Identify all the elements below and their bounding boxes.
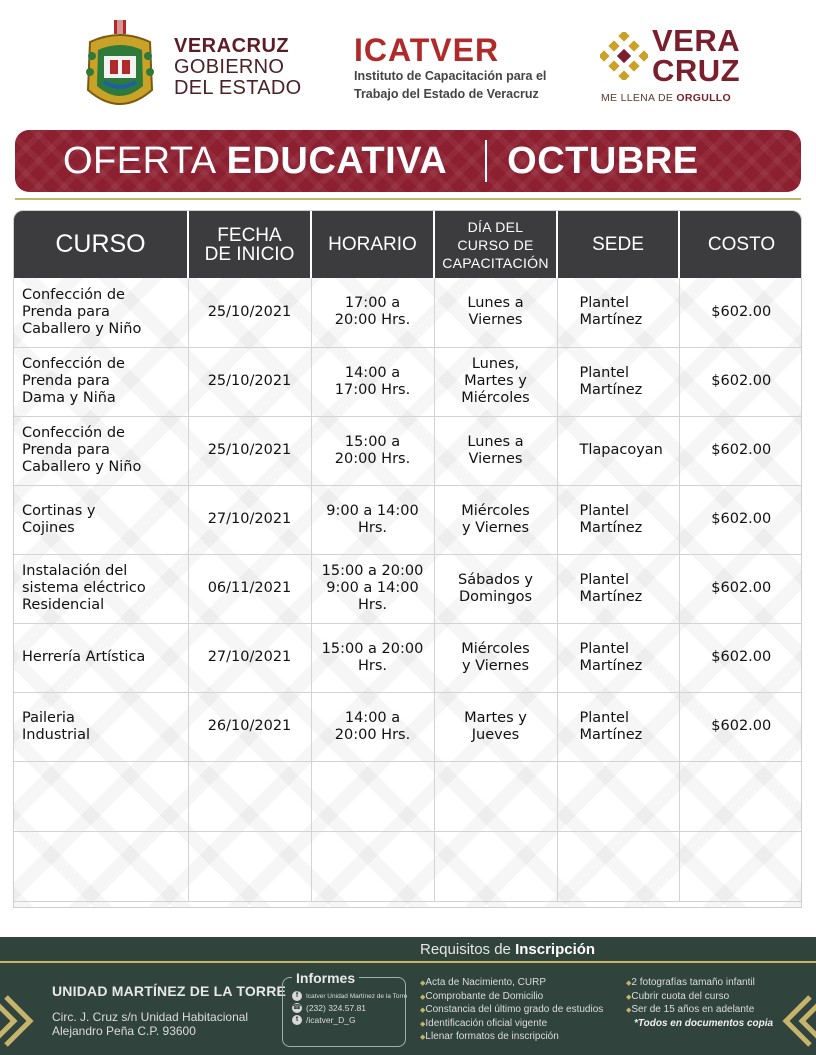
cell-sede-line: Tlapacoyan — [579, 442, 663, 458]
cell-sede — [557, 623, 679, 692]
cell-dia-line: Miércoles — [461, 502, 530, 519]
cell-dia-line: Sábados y — [458, 571, 533, 588]
cell-costo-line: $602.00 — [711, 373, 772, 389]
gobierno-line-1: VERACRUZ — [174, 35, 290, 57]
veracruz-wordmark — [652, 23, 741, 88]
cell-curso-line: Paileria — [22, 709, 75, 726]
cell-curso-line: Cortinas y — [22, 502, 96, 519]
courses-table — [14, 211, 802, 902]
cell-costo — [679, 278, 802, 347]
cell-curso-line: Residencial — [22, 597, 105, 613]
cell-dia — [434, 278, 557, 347]
banner-month: OCTUBRE — [507, 139, 699, 182]
cell-curso — [14, 416, 188, 485]
cell-curso-line: Caballero y Niño — [22, 320, 142, 337]
cell-dia — [434, 485, 557, 554]
icatver-subtitle-1: Instituto de Capacitación para el — [354, 69, 547, 83]
empty-row — [14, 761, 802, 831]
cell-fecha-line: 06/11/2021 — [207, 580, 292, 596]
cell-costo — [679, 485, 802, 554]
footer-gold-bar — [0, 961, 816, 963]
cell-costo-line: $602.00 — [711, 511, 772, 527]
twitter-icon: t — [292, 1015, 302, 1025]
cell-dia — [434, 623, 557, 692]
cell-fecha — [188, 347, 311, 416]
veracruz-wordmark-line-2: CRUZ — [652, 53, 741, 88]
cell-fecha-line: 27/10/2021 — [207, 511, 292, 527]
cell-sede — [557, 554, 679, 623]
cell-fecha — [188, 278, 311, 347]
cell-horario-line: 14:00 a — [344, 709, 401, 726]
veracruz-tagline — [601, 92, 731, 104]
cell-dia — [434, 692, 557, 761]
cell-costo-line: $602.00 — [711, 442, 772, 458]
table-row — [14, 554, 802, 623]
empty-row — [14, 831, 802, 901]
cell-horario-line: 15:00 a 20:00 — [321, 640, 424, 657]
cell-dia-line: Jueves — [471, 726, 520, 743]
header-sede: SEDE — [557, 211, 679, 278]
cell-fecha-line: 26/10/2021 — [207, 718, 292, 734]
tagline-light: ME LLENA DE — [601, 92, 677, 104]
cell-sede-line: Plantel — [579, 709, 629, 726]
cell-costo — [679, 554, 802, 623]
requisito-item: ◆ Ser de 15 años en adelante — [626, 1004, 773, 1018]
cell-curso — [14, 623, 188, 692]
cell-curso-line: Caballero y Niño — [22, 459, 142, 475]
phone-text: (232) 324.57.81 — [306, 1003, 367, 1013]
cell-dia-line: Miércoles — [461, 640, 530, 657]
header-horario: HORARIO — [311, 211, 434, 278]
cell-curso — [14, 554, 188, 623]
gobierno-line-2: GOBIERNO — [174, 56, 285, 78]
banner-educativa: EDUCATIVA — [226, 139, 448, 182]
address-line-1: Circ. J. Cruz s/n Unidad Habitacional — [52, 1010, 249, 1024]
cell-fecha — [188, 692, 311, 761]
table-row — [14, 278, 802, 347]
cell-horario-line: 9:00 a 14:00 — [326, 502, 419, 519]
cell-sede — [557, 416, 679, 485]
cell-dia — [434, 554, 557, 623]
cell-dia-line: Lunes, — [471, 356, 520, 372]
cell-dia-line: Domingos — [458, 588, 532, 605]
cell-curso-line: Prenda para — [22, 442, 110, 458]
cell-dia — [434, 416, 557, 485]
cell-sede-line: Martínez — [579, 657, 643, 674]
requisito-item: ◆ 2 fotografías tamaño infantil — [626, 977, 773, 991]
cell-horario — [311, 692, 434, 761]
header-dia — [434, 211, 557, 278]
cell-horario-line: 20:00 Hrs. — [334, 726, 411, 743]
requisito-item: ◆ Identificación oficial vigente — [420, 1018, 603, 1032]
informes-twitter[interactable] — [292, 1015, 356, 1025]
unidad-name: UNIDAD MARTÍNEZ DE LA TORRE — [52, 983, 287, 999]
cell-dia-line: Viernes — [468, 450, 523, 467]
cell-horario-line: 20:00 Hrs. — [334, 312, 411, 329]
header-dia-3: CAPACITACIÓN — [442, 254, 549, 271]
cell-costo-line: $602.00 — [711, 303, 772, 320]
header-costo: COSTO — [679, 211, 802, 278]
banner-oferta: OFERTA — [63, 139, 217, 182]
unidad-address — [52, 1010, 248, 1038]
cell-curso-line: Confección de — [22, 425, 125, 441]
tagline-bold: ORGULLO — [676, 92, 731, 104]
table-row — [14, 485, 802, 554]
courses-table-container — [13, 210, 802, 908]
requisitos-title-bold: Inscripción — [515, 941, 596, 958]
cell-dia — [434, 347, 557, 416]
cell-horario — [311, 416, 434, 485]
veracruz-pattern-icon — [600, 32, 648, 80]
cell-curso-line: Dama y Niña — [22, 390, 116, 406]
cell-dia-line: Lunes a — [467, 295, 524, 312]
cell-sede-line: Plantel — [579, 571, 629, 588]
footer — [0, 937, 816, 1055]
icatver-logo — [354, 34, 546, 102]
cell-fecha — [188, 554, 311, 623]
veracruz-wordmark-line-1: VERA — [652, 23, 741, 58]
gobierno-line-3: DEL ESTADO — [174, 77, 302, 99]
cell-sede-line: Martínez — [579, 588, 643, 605]
cell-sede-line: Plantel — [579, 640, 629, 657]
cell-curso — [14, 347, 188, 416]
cell-curso-line: Prenda para — [22, 303, 110, 320]
footer-pattern-left-icon — [0, 977, 48, 1055]
cell-curso-line: Herrería Artística — [22, 649, 146, 665]
cell-curso — [14, 692, 188, 761]
facebook-icon: f — [292, 991, 302, 1001]
table-header-row — [14, 211, 802, 278]
cell-sede — [557, 347, 679, 416]
cell-sede-line: Plantel — [579, 364, 629, 381]
requisitos-list-2 — [626, 977, 773, 1031]
cell-costo-line: $602.00 — [711, 649, 772, 665]
requisito-item: ◆ Cubrir cuota del curso — [626, 991, 773, 1005]
cell-dia-line: Martes y — [464, 373, 527, 389]
title-banner — [15, 130, 801, 192]
cell-horario-line: 17:00 Hrs. — [334, 381, 411, 398]
cell-dia-line: y Viernes — [461, 657, 530, 674]
cell-sede — [557, 692, 679, 761]
header-fecha — [188, 211, 311, 278]
cell-horario-line: 20:00 Hrs. — [334, 450, 411, 467]
header-fecha-1: FECHA — [217, 224, 282, 246]
informes-phone[interactable] — [292, 1003, 366, 1013]
cell-costo-line: $602.00 — [711, 580, 772, 596]
cell-dia-line: Miércoles — [461, 390, 530, 406]
cell-horario-line: 15:00 a — [344, 433, 401, 450]
cell-dia-line: Viernes — [468, 312, 523, 329]
phone-icon: ☎ — [292, 1004, 302, 1011]
cell-costo — [679, 347, 802, 416]
cell-curso-line: sistema eléctrico — [22, 580, 146, 596]
requisito-item: ◆ Comprobante de Domicilio — [420, 991, 603, 1005]
requisitos-list-1 — [420, 977, 603, 1045]
informes-title: Informes — [292, 970, 359, 986]
cell-horario-line: 15:00 a 20:00 — [321, 563, 424, 579]
twitter-text: /icatver_D_G — [306, 1015, 356, 1025]
header-curso: CURSO — [14, 211, 188, 278]
cell-horario-line: 17:00 a — [344, 295, 401, 312]
cell-curso-line: Industrial — [22, 726, 91, 743]
cell-horario-line: 9:00 a 14:00 — [326, 580, 419, 596]
cell-fecha — [188, 416, 311, 485]
cell-curso — [14, 485, 188, 554]
table-row — [14, 347, 802, 416]
cell-curso-line: Prenda para — [22, 373, 110, 389]
address-line-2: Alejandro Peña C.P. 93600 — [52, 1024, 196, 1038]
cell-horario — [311, 347, 434, 416]
requisito-item: ◆ Acta de Nacimiento, CURP — [420, 977, 603, 991]
cell-fecha — [188, 485, 311, 554]
cell-sede-line: Plantel — [579, 502, 629, 519]
cell-fecha — [188, 623, 311, 692]
cell-costo — [679, 416, 802, 485]
footer-pattern-right-icon — [768, 977, 816, 1055]
cell-sede-line: Martínez — [579, 726, 643, 743]
cell-dia-line: Martes y — [464, 709, 527, 726]
requisito-item: ◆ Llenar formatos de inscripción — [420, 1031, 603, 1045]
cell-fecha-line: 27/10/2021 — [207, 649, 292, 665]
facebook-text: Icatver Unidad Martínez de la Torre — [306, 992, 408, 1000]
requisito-item: ◆ Constancia del último grado de estudios — [420, 1004, 603, 1018]
cell-curso-line: Instalación del — [22, 563, 128, 579]
cell-horario — [311, 485, 434, 554]
table-row — [14, 416, 802, 485]
cell-costo-line: $602.00 — [711, 718, 772, 734]
header-dia-2: CURSO DE — [457, 236, 534, 253]
cell-horario-line: Hrs. — [357, 597, 388, 613]
cell-fecha-line: 25/10/2021 — [207, 442, 292, 458]
informes-facebook[interactable] — [292, 991, 407, 1001]
cell-fecha-line: 25/10/2021 — [207, 303, 292, 320]
table-body — [14, 278, 802, 901]
cell-curso — [14, 278, 188, 347]
cell-horario-line: Hrs. — [357, 657, 388, 674]
cell-sede-line: Martínez — [579, 381, 643, 398]
cell-curso-line: Cojines — [22, 519, 75, 536]
cell-sede-line: Plantel — [579, 295, 629, 312]
table-row — [14, 623, 802, 692]
cell-curso-line: Confección de — [22, 286, 125, 303]
requisitos-title — [420, 941, 595, 958]
cell-dia-line: Lunes a — [467, 433, 524, 450]
gobierno-logo-text — [174, 36, 301, 99]
cell-horario — [311, 554, 434, 623]
cell-horario-line: 14:00 a — [344, 364, 401, 381]
table-row — [14, 692, 802, 761]
banner-divider — [485, 140, 487, 182]
cell-costo — [679, 692, 802, 761]
icatver-brand: ICATVER — [354, 32, 500, 68]
cell-sede — [557, 485, 679, 554]
cell-sede — [557, 278, 679, 347]
cell-dia-line: y Viernes — [461, 519, 530, 536]
cell-sede-line: Martínez — [579, 312, 643, 329]
cell-costo — [679, 623, 802, 692]
icatver-subtitle-2: Trabajo del Estado de Veracruz — [354, 87, 539, 101]
requisitos-note: *Todos en documentos copia — [634, 1017, 774, 1029]
requisitos-title-light: Requisitos de — [420, 941, 516, 958]
cell-horario — [311, 623, 434, 692]
cell-horario — [311, 278, 434, 347]
header-dia-1: DÍA DEL — [467, 218, 524, 235]
veracruz-coat-of-arms-icon — [82, 20, 158, 114]
cell-fecha-line: 25/10/2021 — [207, 373, 292, 389]
gold-divider — [15, 198, 801, 200]
header-logos — [0, 0, 816, 125]
cell-horario-line: Hrs. — [357, 519, 388, 536]
cell-sede-line: Martínez — [579, 519, 643, 536]
cell-curso-line: Confección de — [22, 356, 125, 372]
header-fecha-2: DE INICIO — [204, 243, 295, 265]
